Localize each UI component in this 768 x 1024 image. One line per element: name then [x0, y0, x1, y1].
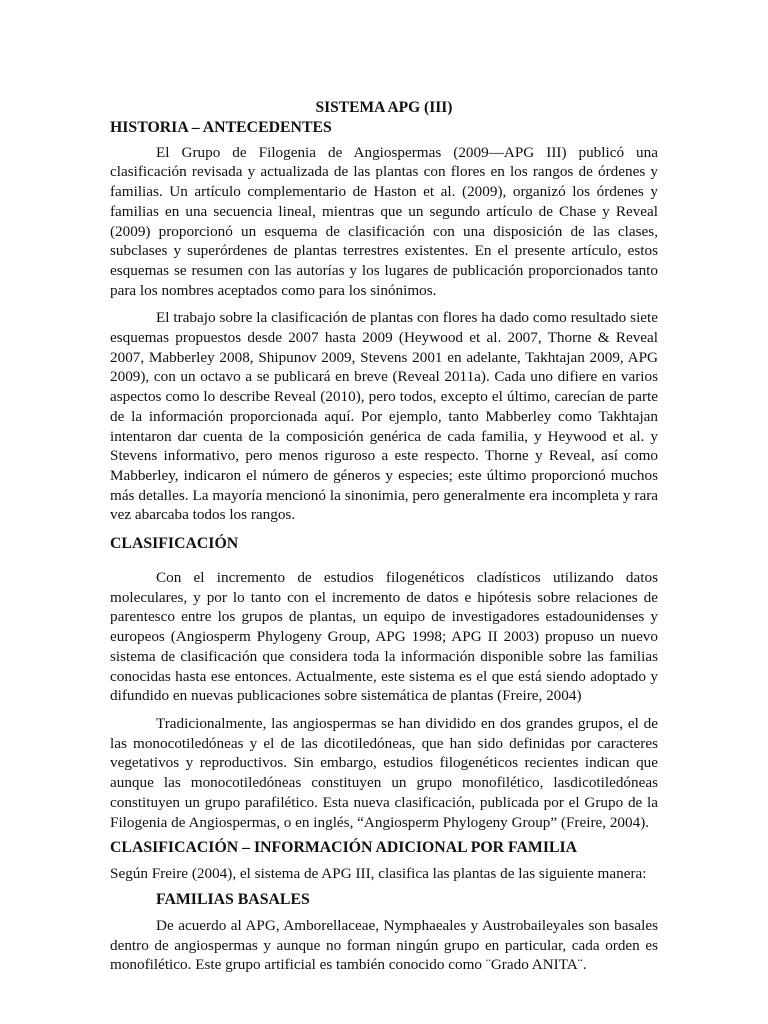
paragraph-historia-1: El Grupo de Filogenia de Angiospermas (2009—APG III) publicó una clasificación revisada y actualizada de las plantas con flores en los rangos de órdenes y familias. Un artículo complementario de Haston et al. (2009), organizó los órdenes y familias en una secuencia lineal, mientras que un segundo artículo de Chase y Reveal (2009) proporcionó un esquema de clasificación con una disposición de las clases, subclases y superórdenes de plantas terrestres existentes. En el presente artículo, estos esquemas se resumen con las autorías y los lugares de publicación proporcionados tanto para los nombres aceptados como para los sinónimos.: [110, 143, 658, 299]
section-heading-clasificacion: CLASIFICACIÓN: [110, 535, 239, 553]
paragraph-familias-basales: De acuerdo al APG, Amborellaceae, Nymphaeales y Austrobaileyales son basales dentro de angiospermas y aunque no forman ningún grupo en particular, cada orden es monofilético. Este grupo artificial es también conocido como ¨Grado ANITA¨.: [110, 916, 658, 974]
document-page: [110, 98, 658, 975]
subsection-heading-familias-basales: FAMILIAS BASALES: [156, 890, 310, 908]
paragraph-clasificacion-2: Tradicionalmente, las angiospermas se han dividido en dos grandes grupos, el de las monocotiledóneas y el de las dicotiledóneas, que han sido definidas por caracteres vegetativos y reproductivos. Sin embargo, estudios filogenéticos recientes indican que aunque las monocotiledóneas constituyen un grupo monofilético, lasdicotiledóneas constituyen un grupo parafilético. Esta nueva clasificación, publicada por el Grupo de la Filogenia de Angiospermas, o en inglés, “Angiosperm Phylogeny Group” (Freire, 2004).: [110, 714, 658, 831]
paragraph-informacion-adicional: Según Freire (2004), el sistema de APG III, clasifica las plantas de las siguiente manera:: [110, 865, 647, 883]
section-heading-informacion-adicional: CLASIFICACIÓN – INFORMACIÓN ADICIONAL POR FAMILIA: [110, 839, 578, 857]
section-heading-historia: HISTORIA – ANTECEDENTES: [110, 118, 332, 136]
document-title: SISTEMA APG (III): [315, 99, 453, 116]
paragraph-clasificacion-1: Con el incremento de estudios filogenéticos cladísticos utilizando datos moleculares, y por lo tanto con el incremento de datos e hipótesis sobre relaciones de parentesco entre los grupos de plantas, un equipo de investigadores estadounidenses y europeos (Angiosperm Phylogeny Group, APG 1998; APG II 2003) propuso un nuevo sistema de clasificación que considera toda la información disponible sobre las familias conocidas hasta ese entonces. Actualmente, este sistema es el que está siendo adoptado y difundido en nuevas publicaciones sobre sistemática de plantas (Freire, 2004): [110, 569, 658, 705]
paragraph-historia-2: El trabajo sobre la clasificación de plantas con flores ha dado como resultado siete esquemas propuestos desde 2007 hasta 2009 (Heywood et al. 2007, Thorne & Reveal 2007, Mabberley 2008, Shipunov 2009, Stevens 2001 en adelante, Takhtajan 2009, APG 2009), con un octavo a se publicará en breve (Reveal 2011a). Cada uno difiere en varios aspectos como lo describe Reveal (2010), pero todos, excepto el último, carecían de parte de la información proporcionada aquí. Por ejemplo, tanto Mabberley como Takhtajan intentaron dar cuenta de la composición genérica de cada familia, y Heywood et al. y Stevens informativo, pero menos riguroso a este respecto. Thorne y Reveal, así como Mabberley, indicaron el número de géneros y especies; este último proporcionó muchos más detalles. La mayoría mencionó la sinonimia, pero generalmente era incompleta y rara vez abarcaba todos los rangos.: [110, 309, 658, 524]
